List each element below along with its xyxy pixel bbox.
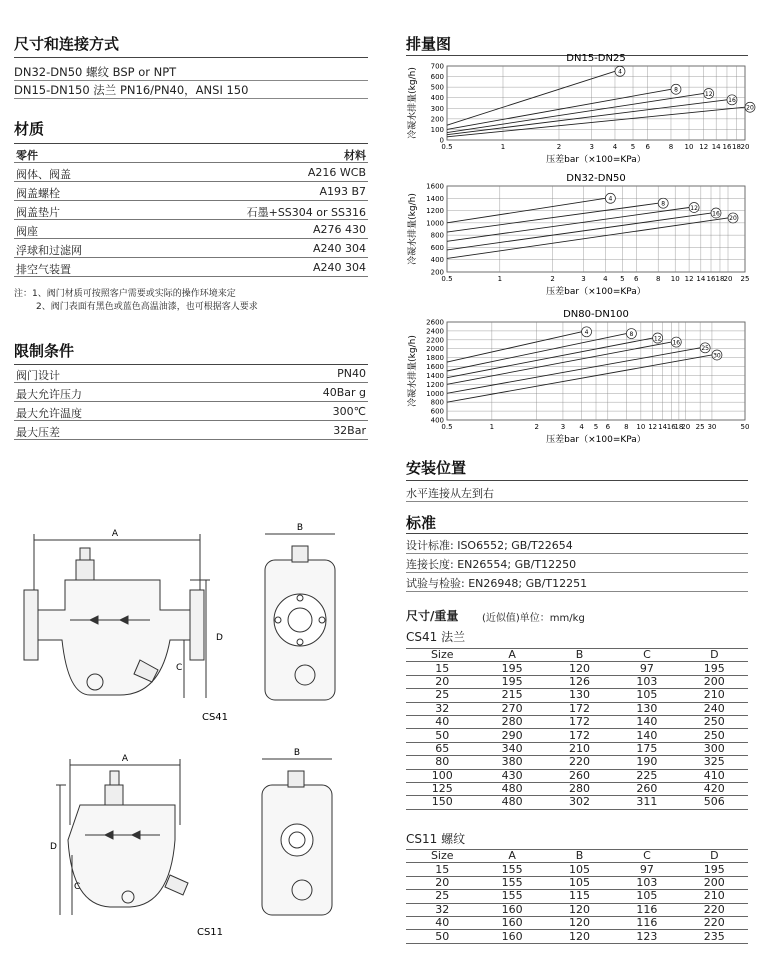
limits-title: 限制条件 (14, 342, 75, 360)
chart-title: DN32-DN50 (566, 173, 626, 184)
x-tick-label: 14 (658, 423, 668, 431)
y-tick-label: 400 (430, 94, 444, 103)
y-tick-label: 800 (430, 398, 444, 407)
y-axis-label: 冷凝水排量(kg/h) (408, 193, 418, 265)
table-row: 25 155 115 105 210 (406, 890, 748, 903)
materials-head-part: 零件 (16, 149, 38, 162)
x-tick-label: 16 (666, 423, 676, 431)
series-label: 12 (690, 204, 698, 212)
x-tick-label: 18 (674, 423, 684, 431)
materials-note-1: 注：1、阀门材质可按照客户需要或实际的操作环境来定 (14, 289, 236, 299)
x-tick-label: 12 (648, 423, 658, 431)
table-row: 15 155 105 97 195 (406, 863, 748, 876)
material-row: 阀体、阀盖 A216 WCB (14, 163, 368, 182)
table-row: 32 160 120 116 220 (406, 903, 748, 916)
x-tick-label: 20 (723, 275, 733, 283)
series-label: 4 (618, 68, 622, 76)
x-tick-label: 3 (560, 423, 566, 431)
series-label: 30 (713, 352, 721, 360)
x-tick-label: 4 (612, 143, 618, 151)
table-row: 40 160 120 116 220 (406, 916, 748, 929)
series-label: 16 (672, 339, 681, 347)
chart-dn80-dn100 (403, 308, 753, 450)
chart-title: DN15-DN25 (566, 53, 626, 64)
cs41-table (406, 648, 748, 810)
x-tick-label: 50 (740, 423, 750, 431)
standards-title: 标准 (406, 514, 437, 532)
table-row: 100 430 260 225 410 (406, 769, 748, 782)
x-tick-label: 14 (711, 143, 721, 151)
cs41-caption: CS41 (201, 712, 229, 723)
cs11-header-row: Size A B C D (406, 850, 748, 863)
y-tick-label: 800 (430, 231, 444, 240)
x-tick-label: 3 (581, 275, 586, 283)
series-label: 4 (608, 195, 613, 203)
y-tick-label: 1000 (426, 219, 444, 228)
y-tick-label: 500 (430, 83, 444, 92)
x-tick-label: 8 (668, 143, 674, 151)
cs11-table (406, 849, 748, 944)
table-row: 15 195 120 97 195 (406, 662, 748, 675)
material-row: 排空气装置 A240 304 (14, 258, 368, 277)
cs41-dim-b: B (296, 523, 304, 533)
y-tick-label: 1800 (426, 354, 444, 363)
y-tick-label: 1600 (426, 182, 444, 191)
cs41-title: CS41 法兰 (406, 630, 466, 644)
series-label: 20 (746, 104, 754, 112)
y-tick-label: 1400 (426, 194, 444, 203)
chart-title: DN80-DN100 (563, 309, 629, 320)
y-tick-label: 2200 (426, 336, 444, 345)
series-label: 25 (701, 345, 709, 353)
cs11-drawing (10, 745, 370, 945)
cs11-dim-a: A (121, 754, 129, 764)
x-tick-label: 14 (696, 275, 706, 283)
series-label: 8 (674, 86, 678, 94)
y-tick-label: 2600 (426, 318, 444, 327)
x-axis-label: 压差bar（×100=KPa） (546, 287, 646, 297)
x-tick-label: 5 (620, 275, 625, 283)
materials-note-2: 2、阀门表面有黑色或蓝色高温油漆，也可根据客人要求 (36, 302, 258, 312)
install-title: 安装位置 (406, 459, 467, 477)
x-tick-label: 25 (695, 423, 705, 431)
connection-title: 尺寸和连接方式 (14, 35, 120, 53)
x-tick-label: 10 (670, 275, 680, 283)
series-line (447, 342, 671, 384)
cs41-dim-a: A (111, 529, 119, 539)
x-tick-label: 12 (699, 143, 709, 151)
cs41-dim-d: D (216, 633, 223, 643)
table-row: 32 270 172 130 240 (406, 702, 748, 715)
y-axis-label: 冷凝水排量(kg/h) (408, 335, 418, 407)
series-label: 16 (712, 210, 720, 218)
y-tick-label: 1000 (426, 389, 444, 398)
table-row: 150 480 302 311 506 (406, 796, 748, 809)
series-line (447, 208, 689, 242)
x-tick-label: 10 (636, 423, 646, 431)
x-tick-label: 20 (740, 143, 750, 151)
x-tick-label: 10 (684, 143, 694, 151)
connection-line-threaded: DN32-DN50 螺纹 BSP or NPT (14, 65, 177, 79)
standard-design: 设计标准: ISO6552; GB/T22654 (406, 539, 573, 552)
cs11-dim-c: C (74, 882, 81, 892)
series-line (447, 355, 712, 402)
x-tick-label: 25 (740, 275, 750, 283)
table-row: 65 340 210 175 300 (406, 742, 748, 755)
y-tick-label: 1200 (426, 207, 444, 216)
y-tick-label: 400 (430, 256, 444, 265)
dims-note: (近似值)单位：mm/kg (482, 613, 585, 624)
x-tick-label: 16 (706, 275, 716, 283)
cs41-drawing (10, 520, 370, 730)
standard-length: 连接长度: EN26554; GB/T12250 (406, 558, 577, 571)
series-label: 12 (704, 90, 713, 98)
series-line (447, 338, 653, 378)
material-row: 阀座 A276 430 (14, 220, 368, 239)
materials-header (14, 144, 368, 163)
x-tick-label: 18 (715, 275, 725, 283)
material-row: 阀盖垫片 石墨+SS304 or SS316 (14, 201, 368, 220)
series-line (447, 213, 711, 250)
series-label: 8 (661, 200, 666, 208)
x-tick-label: 5 (593, 423, 599, 431)
chart-dn32-dn50 (403, 172, 753, 302)
x-tick-label: 2 (556, 143, 562, 151)
table-row: 50 290 172 140 250 (406, 729, 748, 742)
y-tick-label: 2400 (426, 327, 444, 336)
series-line (447, 218, 728, 259)
x-tick-label: 3 (589, 143, 594, 151)
dims-title: 尺寸/重量 (406, 609, 459, 623)
x-tick-label: 30 (707, 423, 717, 431)
y-tick-label: 2000 (426, 345, 444, 354)
y-tick-label: 200 (430, 115, 444, 124)
y-axis-label: 冷凝水排量(kg/h) (408, 67, 418, 139)
install-text: 水平连接从左到右 (406, 487, 494, 500)
cs11-title: CS11 螺纹 (406, 832, 466, 846)
cs41-dim-c: C (176, 663, 183, 673)
table-row: 50 160 120 123 235 (406, 930, 748, 943)
x-tick-label: 16 (722, 143, 732, 151)
y-tick-label: 100 (430, 125, 444, 134)
y-tick-label: 0 (439, 136, 444, 145)
x-tick-label: 0.5 (441, 143, 453, 151)
y-tick-label: 600 (430, 407, 444, 416)
materials-head-material: 材料 (344, 149, 366, 162)
table-row: 25 215 130 105 210 (406, 689, 748, 702)
y-tick-label: 200 (430, 268, 444, 277)
x-tick-label: 1 (497, 275, 503, 283)
limit-row: 最大允许温度 300℃ (14, 402, 368, 421)
x-tick-label: 1 (489, 423, 495, 431)
x-axis-label: 压差bar（×100=KPa） (546, 155, 646, 165)
y-tick-label: 400 (430, 416, 444, 425)
series-label: 16 (728, 97, 736, 105)
x-tick-label: 1 (500, 143, 506, 151)
x-tick-label: 8 (624, 423, 629, 431)
x-tick-label: 2 (550, 275, 555, 283)
cs11-dim-b: B (293, 748, 301, 758)
y-tick-label: 700 (430, 62, 444, 71)
x-tick-label: 2 (534, 423, 539, 431)
table-row: 80 380 220 190 325 (406, 756, 748, 769)
x-tick-label: 6 (605, 423, 611, 431)
series-label: 20 (729, 215, 737, 223)
connection-line-flanged: DN15-DN150 法兰 PN16/PN40，ANSI 150 (14, 83, 249, 97)
cs11-dim-d: D (50, 842, 57, 852)
x-tick-label: 8 (655, 275, 661, 283)
series-label: 4 (584, 329, 589, 337)
table-row: 40 280 172 140 250 (406, 715, 748, 728)
chart-dn15-dn25 (403, 52, 753, 170)
materials-title: 材质 (14, 120, 45, 138)
y-tick-label: 600 (430, 73, 444, 82)
y-tick-label: 1400 (426, 371, 444, 380)
x-tick-label: 6 (645, 143, 650, 151)
x-tick-label: 12 (684, 275, 694, 283)
cs41-header-row: Size A B C D (406, 649, 748, 662)
y-tick-label: 1200 (426, 380, 444, 389)
x-tick-label: 0.5 (441, 275, 453, 283)
x-tick-label: 20 (681, 423, 691, 431)
limit-row: 阀门设计 PN40 (14, 364, 368, 383)
table-row: 125 480 280 260 420 (406, 782, 748, 795)
x-tick-label: 18 (732, 143, 741, 151)
series-line (447, 107, 745, 137)
x-tick-label: 4 (579, 423, 584, 431)
discharge-title: 排量图 (406, 35, 452, 53)
table-row: 20 195 126 103 200 (406, 675, 748, 688)
y-tick-label: 600 (430, 243, 444, 252)
x-axis-label: 压差bar（×100=KPa） (546, 435, 646, 445)
x-tick-label: 0.5 (441, 423, 453, 431)
x-tick-label: 6 (634, 275, 639, 283)
y-tick-label: 300 (430, 104, 444, 113)
series-label: 8 (629, 330, 634, 338)
series-label: 12 (653, 335, 662, 343)
cs11-caption: CS11 (196, 927, 224, 938)
table-row: 20 155 105 103 200 (406, 876, 748, 889)
x-tick-label: 4 (603, 275, 608, 283)
material-row: 浮球和过滤网 A240 304 (14, 239, 368, 258)
material-row: 阀盖螺栓 A193 B7 (14, 182, 368, 201)
y-tick-label: 1600 (426, 363, 444, 372)
limit-row: 最大允许压力 40Bar g (14, 383, 368, 402)
limit-row: 最大压差 32Bar (14, 421, 368, 440)
standard-test: 试验与检验: EN26948; GB/T12251 (406, 577, 588, 590)
x-tick-label: 5 (630, 143, 636, 151)
